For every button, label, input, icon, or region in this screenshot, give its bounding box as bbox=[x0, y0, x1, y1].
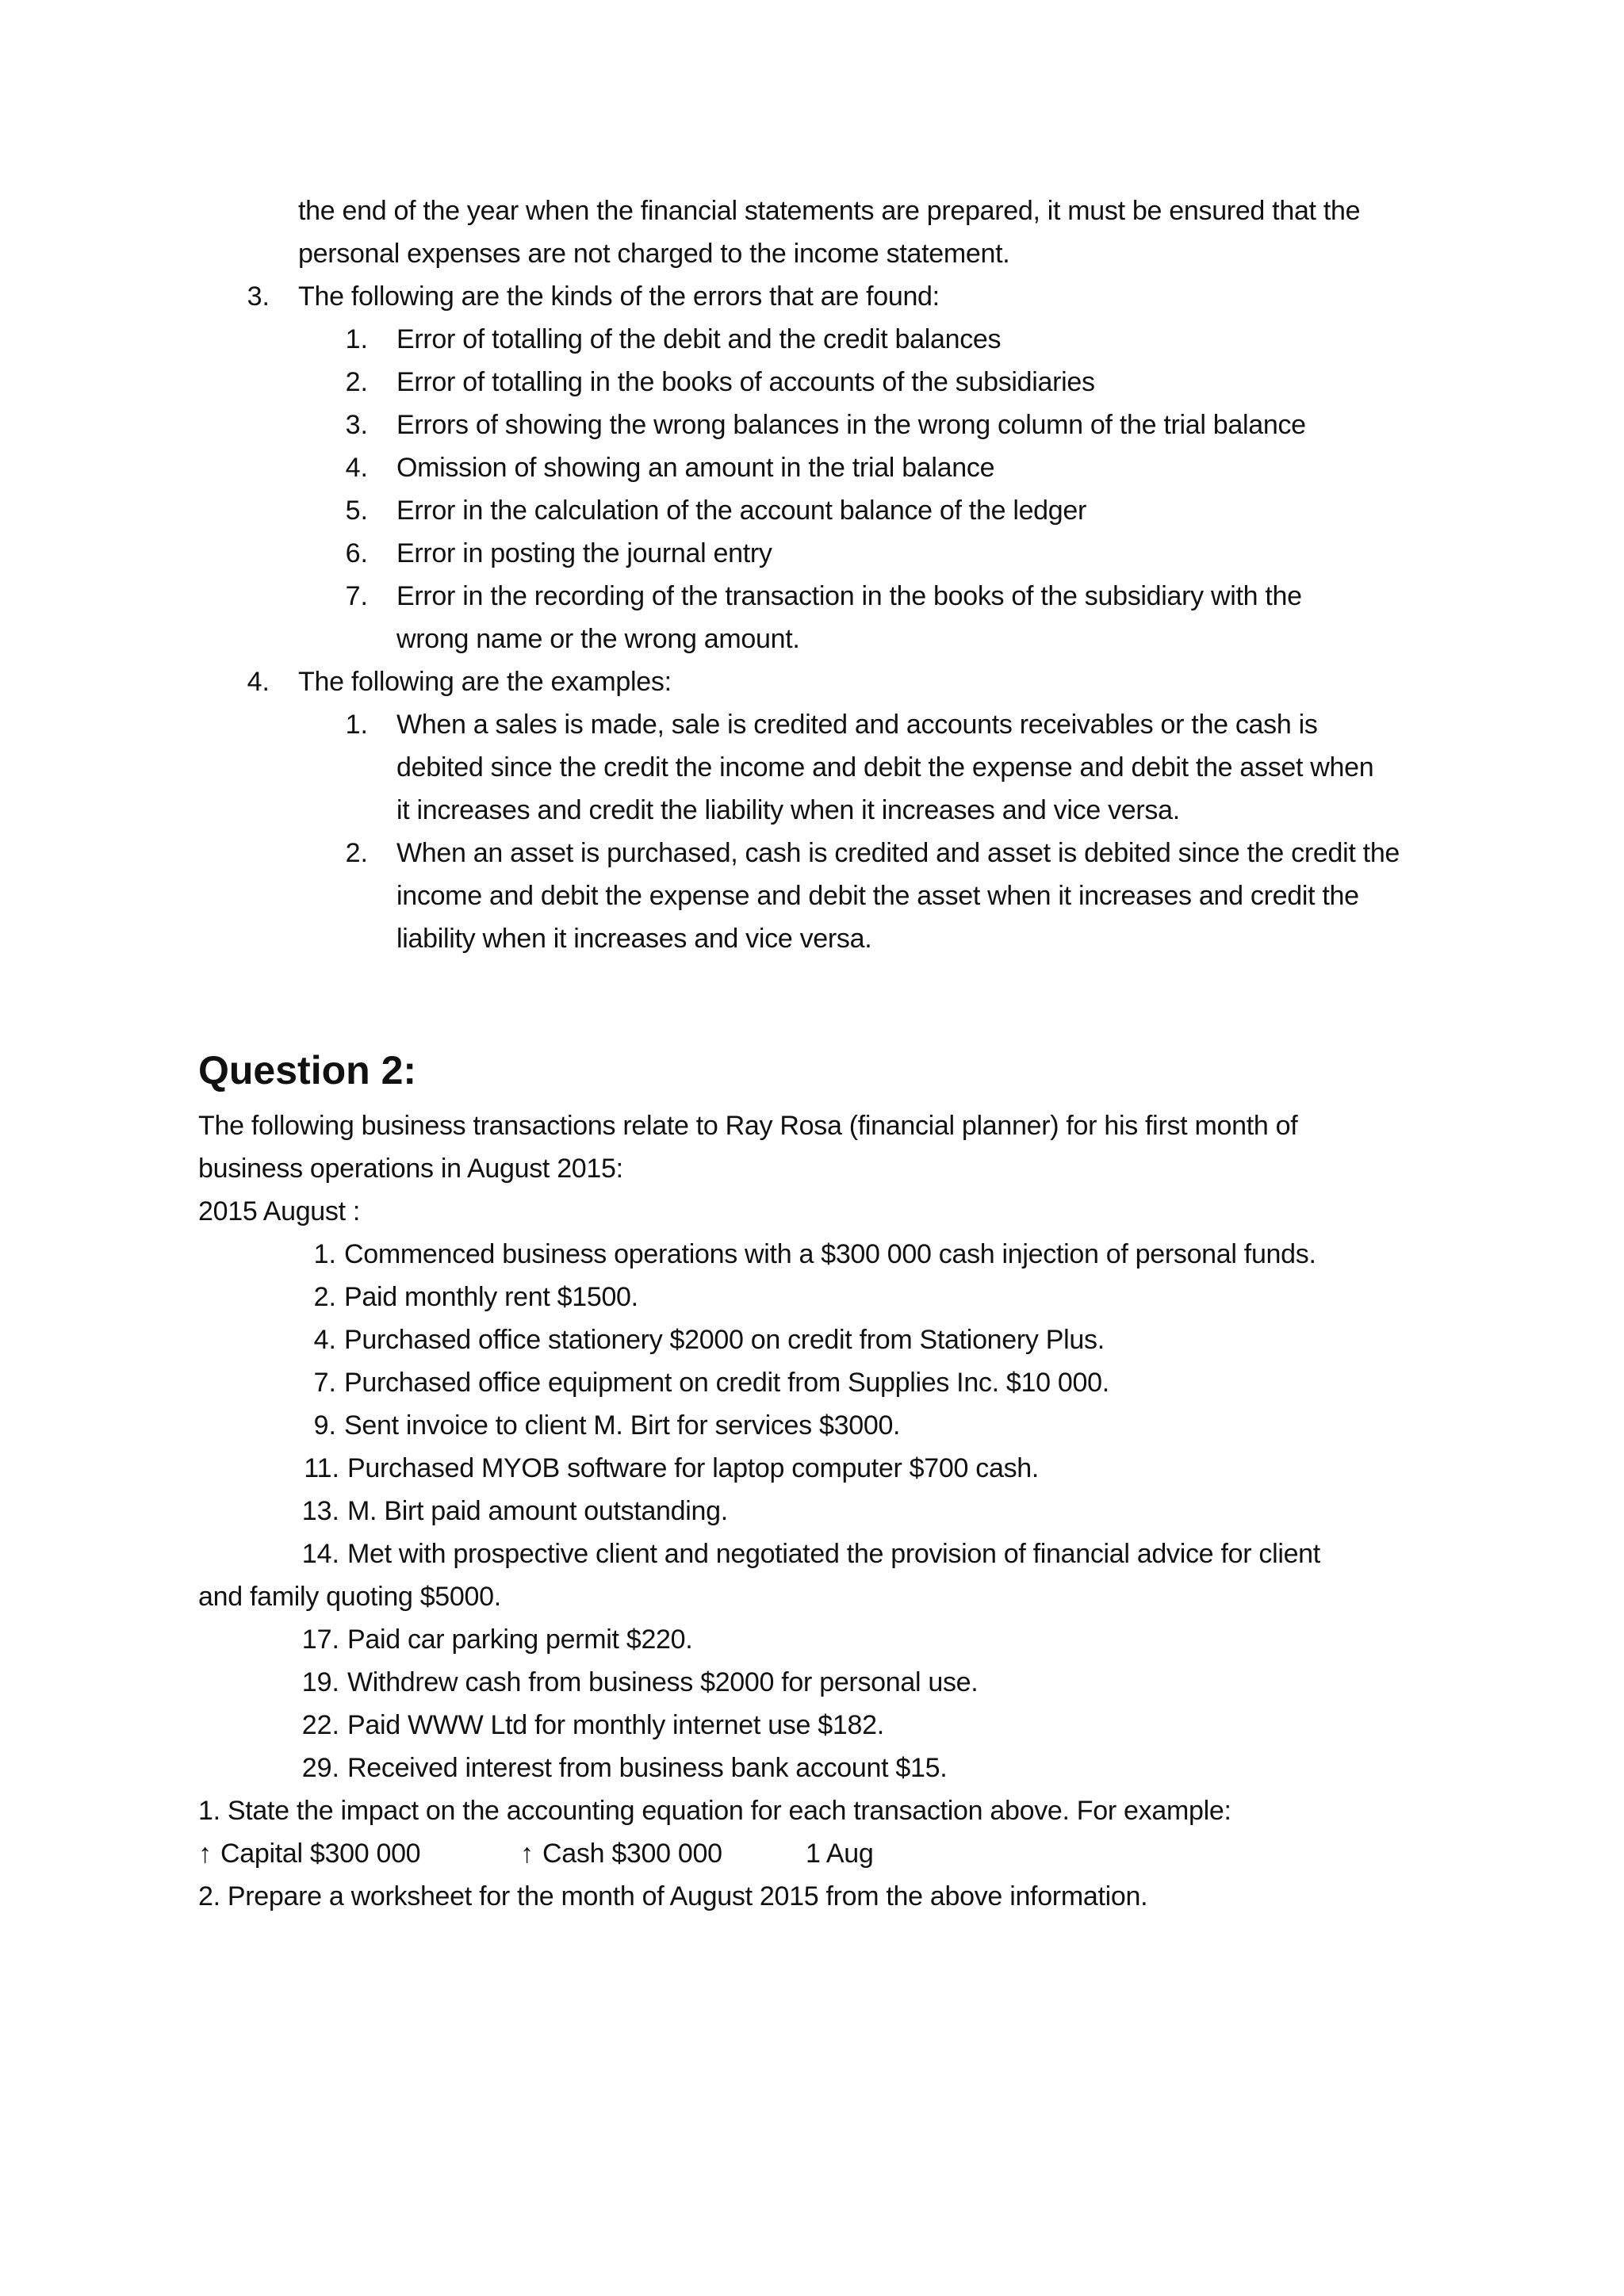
transaction-day: 29. bbox=[301, 1753, 339, 1783]
example-cash-text: Cash $300 000 bbox=[542, 1839, 722, 1869]
task-1: 1. State the impact on the accounting equation for each transaction above. For example: bbox=[198, 1796, 1231, 1826]
transaction-text: Met with prospective client and negotiated the provision of financial advice for client bbox=[347, 1539, 1320, 1569]
example-line: income and debit the expense and debit the asset when it increases and credit the bbox=[396, 881, 1359, 911]
sub-number: 1. bbox=[345, 324, 368, 354]
example-capital bbox=[198, 1838, 420, 1869]
transaction-text: M. Birt paid amount outstanding. bbox=[347, 1496, 728, 1526]
example-line: debited since the credit the income and debit the expense and debit the asset when bbox=[396, 752, 1374, 783]
sub-number: 4. bbox=[345, 453, 368, 483]
transaction-text: Commenced business operations with a $300 000 cash injection of personal funds. bbox=[344, 1239, 1316, 1269]
up-arrow-icon: ↑ bbox=[520, 1839, 534, 1869]
transaction-text: Purchased MYOB software for laptop computer $700 cash. bbox=[347, 1453, 1040, 1483]
transaction-day: 1. bbox=[313, 1239, 336, 1269]
transaction-text-continuation: and family quoting $5000. bbox=[198, 1582, 501, 1612]
error-type-item: Error in posting the journal entry bbox=[396, 538, 772, 568]
transaction-day: 19. bbox=[301, 1667, 339, 1697]
transaction-day: 7. bbox=[313, 1368, 336, 1398]
item-4-text: The following are the examples: bbox=[298, 667, 672, 697]
list-number-3: 3. bbox=[247, 281, 270, 312]
question-heading: Question 2: bbox=[198, 1048, 417, 1093]
intro-line-2: business operations in August 2015: bbox=[198, 1154, 623, 1184]
sub-number: 7. bbox=[345, 581, 368, 611]
example-cash bbox=[520, 1838, 722, 1869]
task-2: 2. Prepare a worksheet for the month of August 2015 from the above information. bbox=[198, 1881, 1148, 1911]
intro-line-1: The following business transactions relate to Ray Rosa (financial planner) for his first month of bbox=[198, 1111, 1298, 1141]
error-type-item-continuation: wrong name or the wrong amount. bbox=[396, 624, 800, 654]
error-type-item: Error in the recording of the transaction in the books of the subsidiary with the bbox=[396, 581, 1302, 611]
error-type-item: Errors of showing the wrong balances in the wrong column of the trial balance bbox=[396, 410, 1306, 440]
transaction-text: Paid WWW Ltd for monthly internet use $182. bbox=[347, 1710, 884, 1740]
transaction-text: Purchased office stationery $2000 on credit from Stationery Plus. bbox=[344, 1325, 1105, 1355]
example-line: When a sales is made, sale is credited and accounts receivables or the cash is bbox=[396, 710, 1318, 740]
example-line: it increases and credit the liability when it increases and vice versa. bbox=[396, 795, 1180, 825]
transaction-day: 17. bbox=[301, 1624, 339, 1655]
transaction-day: 13. bbox=[301, 1496, 339, 1526]
transaction-text: Purchased office equipment on credit from Supplies Inc. $10 000. bbox=[344, 1368, 1109, 1398]
transaction-day: 22. bbox=[301, 1710, 339, 1740]
example-line: When an asset is purchased, cash is credited and asset is debited since the credit the bbox=[396, 838, 1400, 868]
sub-number: 6. bbox=[345, 538, 368, 568]
sub-number: 3. bbox=[345, 410, 368, 440]
continuation-line-1: the end of the year when the financial statements are prepared, it must be ensured that the bbox=[298, 196, 1361, 226]
example-line: liability when it increases and vice versa. bbox=[396, 924, 872, 954]
transaction-day: 2. bbox=[313, 1282, 336, 1312]
list-number-4: 4. bbox=[247, 667, 270, 697]
transaction-text: Paid car parking permit $220. bbox=[347, 1624, 693, 1655]
period-label: 2015 August : bbox=[198, 1196, 361, 1226]
transaction-day: 14. bbox=[301, 1539, 339, 1569]
error-type-item: Error in the calculation of the account balance of the ledger bbox=[396, 496, 1087, 526]
continuation-line-2: personal expenses are not charged to the income statement. bbox=[298, 239, 1010, 269]
transaction-text: Withdrew cash from business $2000 for personal use. bbox=[347, 1667, 979, 1697]
error-type-item: Error of totalling of the debit and the credit balances bbox=[396, 324, 1002, 354]
error-type-item: Error of totalling in the books of accounts of the subsidiaries bbox=[396, 367, 1095, 397]
example-date: 1 Aug bbox=[806, 1839, 874, 1869]
sub-number: 2. bbox=[345, 367, 368, 397]
sub-number: 2. bbox=[345, 838, 368, 868]
transaction-day: 9. bbox=[313, 1410, 336, 1441]
transaction-text: Paid monthly rent $1500. bbox=[344, 1282, 638, 1312]
sub-number: 1. bbox=[345, 710, 368, 740]
transaction-text: Received interest from business bank account $15. bbox=[347, 1753, 948, 1783]
transaction-text: Sent invoice to client M. Birt for services $3000. bbox=[344, 1410, 901, 1441]
item-3-text: The following are the kinds of the errors that are found: bbox=[298, 281, 940, 312]
up-arrow-icon: ↑ bbox=[198, 1839, 212, 1869]
sub-number: 5. bbox=[345, 496, 368, 526]
error-type-item: Omission of showing an amount in the trial balance bbox=[396, 453, 995, 483]
example-capital-text: Capital $300 000 bbox=[220, 1839, 421, 1869]
transaction-day: 11. bbox=[304, 1453, 339, 1483]
transaction-day: 4. bbox=[313, 1325, 336, 1355]
